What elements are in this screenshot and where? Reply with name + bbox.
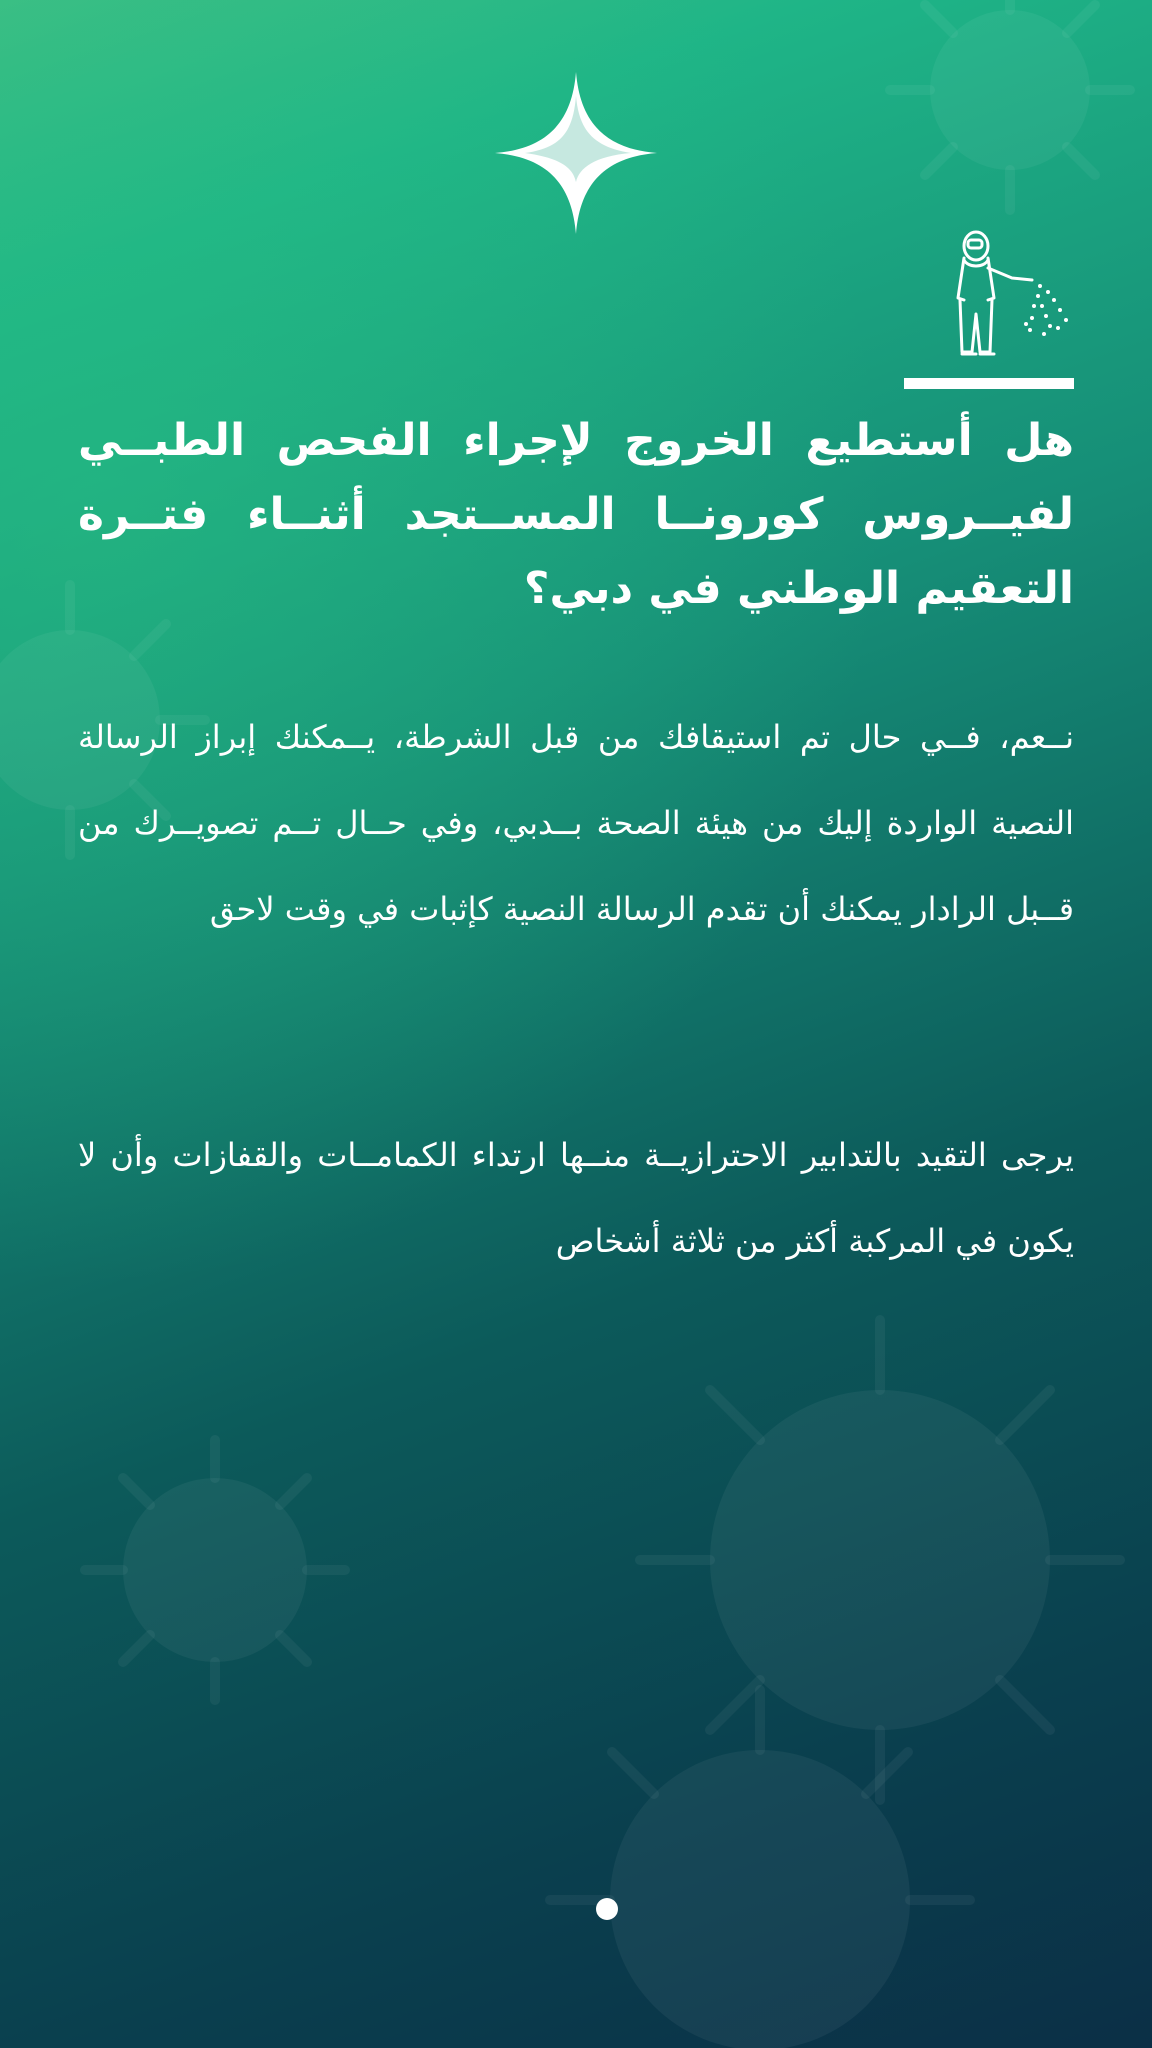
- virus-icon: [550, 1690, 970, 2048]
- page-indicator-dot[interactable]: [596, 1898, 618, 1920]
- precautions-paragraph: يرجى التقيد بالتدابير الاحترازيــة منــها ارتداء الكمامــات والقفازات وأن لا يكون في المركبة أكثر من ثلاثة أشخاص: [78, 1136, 1074, 1260]
- answer-paragraph: نــعم، فــي حال تم استيقافك من قبل الشرطة، يــمكنك إبراز الرسالة النصية الواردة إليك من هيئة الصحة بــدبي، وفي حــال تــم تصويــرك من قــبل الرادار يمكنك أن تقدم الرسالة النصية كإثبات في وقت لاحق: [78, 718, 1074, 928]
- disinfection-worker-icon: [942, 228, 1072, 368]
- virus-icon: [85, 1440, 345, 1700]
- virus-icon: [640, 1320, 1120, 1800]
- star-logo-icon: [495, 72, 657, 234]
- title-divider: [904, 378, 1074, 389]
- virus-icon: [890, 0, 1130, 210]
- page-title: هل أستطيع الخروج لإجراء الفحص الطبــي لفيــروس كورونــا المســتجد أثنــاء فتــرة التعقيم الوطني في دبي؟: [78, 415, 1074, 614]
